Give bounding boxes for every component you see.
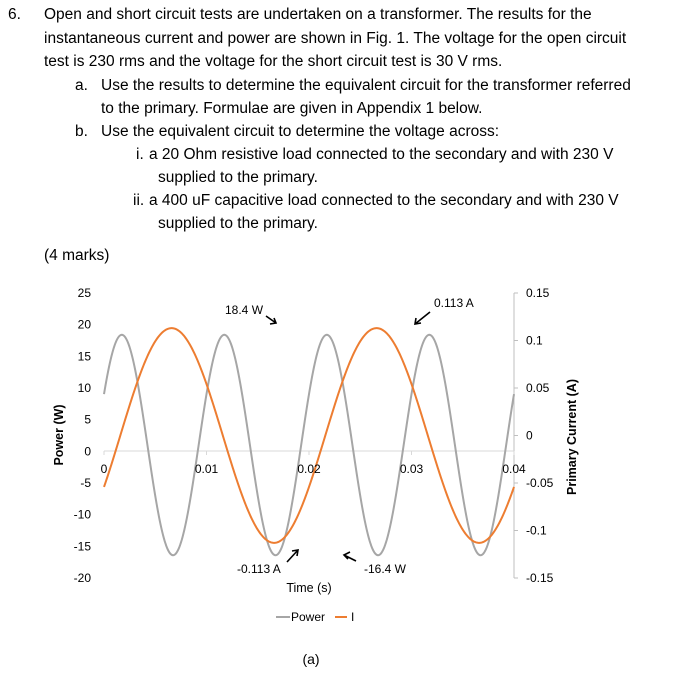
annotation-power-trough-arrow xyxy=(344,552,356,561)
y-left-tick-label: 5 xyxy=(84,412,91,427)
power-series-line xyxy=(104,335,514,555)
annotation-current-peak: 0.113 A xyxy=(434,296,474,310)
intro-line-1: Open and short circuit tests are undertaken on a transformer. The results for the xyxy=(44,6,592,23)
legend-power-label: Power xyxy=(291,610,326,624)
y-left-tick-label: 10 xyxy=(77,381,91,395)
figure-caption: (a) xyxy=(302,651,320,667)
right-axis-tick-marks xyxy=(514,293,518,578)
annotation-power-peak: 18.4 W xyxy=(225,303,264,317)
annotation-current-trough-arrow xyxy=(287,550,298,562)
part-b-i-line-2: supplied to the primary. xyxy=(158,169,318,186)
part-b-ii-label: ii. xyxy=(133,192,145,209)
annotation-power-peak-arrow xyxy=(266,316,276,324)
part-a-line-2: to the primary. Formulae are given in Appendix 1 below. xyxy=(101,100,483,117)
y-right-tick-label: -0.15 xyxy=(526,571,554,585)
question-number: 6. xyxy=(8,6,21,23)
x-tick-label: 0.04 xyxy=(502,462,526,476)
y-axis-right-title: Primary Current (A) xyxy=(565,379,579,495)
part-b-i-line-1: a 20 Ohm resistive load connected to the secondary and with 230 V xyxy=(149,146,614,163)
x-tick-label: 0 xyxy=(100,462,108,476)
part-a-line-1: Use the results to determine the equivalent circuit for the transformer referred xyxy=(101,77,631,94)
intro-line-2: instantaneous current and power are shown in Fig. 1. The voltage for the open circuit xyxy=(44,30,627,47)
part-b-ii-line-1: a 400 uF capacitive load connected to the secondary and with 230 V xyxy=(149,192,619,209)
y-left-tick-label: -20 xyxy=(73,571,91,585)
x-tick-label: 0.01 xyxy=(194,462,219,476)
current-series-line xyxy=(104,328,514,543)
right-axis-ticks xyxy=(526,286,554,585)
part-b-ii-line-2: supplied to the primary. xyxy=(158,215,318,232)
intro-line-3: test is 230 rms and the voltage for the short circuit test is 30 V rms. xyxy=(44,53,503,70)
y-left-tick-label: 25 xyxy=(77,286,91,300)
y-right-tick-label: 0.05 xyxy=(526,381,550,395)
part-b-text: Use the equivalent circuit to determine the voltage across: xyxy=(101,123,500,140)
y-right-tick-label: 0 xyxy=(526,428,533,443)
part-a-label: a. xyxy=(75,77,88,94)
annotation-power-trough: -16.4 W xyxy=(364,562,407,576)
y-left-tick-label: 15 xyxy=(77,349,91,364)
y-left-tick-label: 20 xyxy=(77,317,91,332)
x-axis-ticks xyxy=(101,451,526,476)
y-left-tick-label: -10 xyxy=(73,507,91,522)
y-left-tick-label: -5 xyxy=(80,476,91,490)
y-left-tick-label: 0 xyxy=(84,444,91,459)
legend-current-label: I xyxy=(351,610,355,624)
y-right-tick-label: 0.1 xyxy=(526,333,543,348)
y-axis-left-title: Power (W) xyxy=(52,404,66,466)
annotation-current-trough: -0.113 A xyxy=(237,562,281,576)
y-left-tick-label: -15 xyxy=(73,539,91,554)
marks-label: (4 marks) xyxy=(44,247,110,264)
y-right-tick-label: 0.15 xyxy=(526,286,550,300)
x-tick-label: 0.02 xyxy=(297,462,321,476)
x-axis-title: Time (s) xyxy=(286,581,332,595)
part-b-label: b. xyxy=(75,123,88,140)
annotation-current-peak-arrow xyxy=(415,312,430,324)
x-tick-label: 0.03 xyxy=(399,462,424,476)
left-axis-ticks xyxy=(74,286,92,585)
y-right-tick-label: -0.1 xyxy=(526,523,547,538)
part-b-i-label: i. xyxy=(136,146,144,163)
y-right-tick-label: -0.05 xyxy=(526,476,554,490)
